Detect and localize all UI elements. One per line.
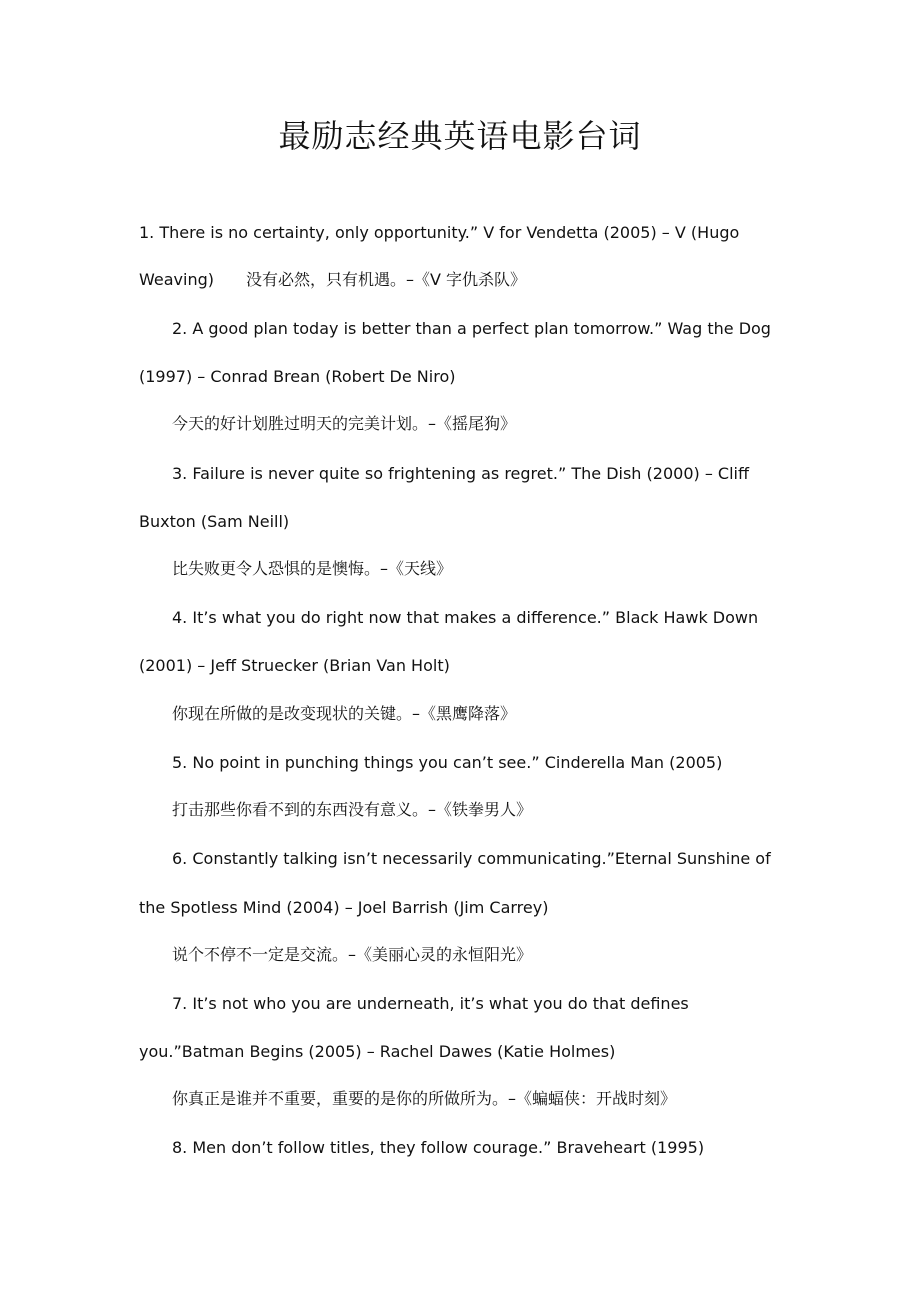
quote-3-english-line-1: 3. Failure is never quite so frightening as regret.” The Dish (2000) – Cliff	[172, 464, 749, 483]
quote-6-english-line-1: 6. Constantly talking isn’t necessarily communicating.”Eternal Sunshine of	[172, 849, 771, 868]
quote-1-chinese-translation: 没有必然，只有机遇。–《V 字仇杀队》	[245, 270, 527, 289]
quote-2-chinese-translation: 今天的好计划胜过明天的完美计划。–《摇尾狗》	[172, 414, 517, 433]
quote-7-english-line-2: you.”Batman Begins (2005) – Rachel Dawes (Katie Holmes)	[139, 1042, 616, 1061]
document-title: 最励志经典英语电影台词	[278, 117, 642, 155]
quote-7-chinese-translation: 你真正是谁并不重要，重要的是你的所做所为。–《蝙蝠侠：开战时刻》	[172, 1089, 677, 1108]
quote-2-english-line-1: 2. A good plan today is better than a perfect plan tomorrow.” Wag the Dog	[172, 319, 771, 338]
quote-7-english-line-1: 7. It’s not who you are underneath, it’s what you do that defines	[172, 994, 689, 1013]
quote-5-english-line: 5. No point in punching things you can’t see.” Cinderella Man (2005)	[172, 753, 723, 772]
quote-3-chinese-translation: 比失败更令人恐惧的是懊悔。–《天线》	[172, 559, 453, 578]
quote-4-chinese-translation: 你现在所做的是改变现状的关键。–《黑鹰降落》	[172, 704, 517, 723]
quote-6-english-line-2: the Spotless Mind (2004) – Joel Barrish (Jim Carrey)	[139, 898, 549, 917]
quote-2-english-line-2: (1997) – Conrad Brean (Robert De Niro)	[139, 367, 456, 386]
quote-3-english-line-2: Buxton (Sam Neill)	[139, 512, 290, 531]
quote-6-chinese-translation: 说个不停不一定是交流。–《美丽心灵的永恒阳光》	[172, 945, 533, 964]
quote-4-english-line-2: (2001) – Jeff Struecker (Brian Van Holt)	[139, 656, 450, 675]
quote-4-english-line-1: 4. It’s what you do right now that makes a difference.” Black Hawk Down	[172, 608, 759, 627]
quote-5-chinese-translation: 打击那些你看不到的东西没有意义。–《铁拳男人》	[172, 800, 533, 819]
quote-1-english-line-1: 1. There is no certainty, only opportunity.” V for Vendetta (2005) – V (Hugo	[139, 223, 740, 242]
quote-1-english-line-2-with-translation	[139, 268, 526, 292]
quote-8-english-line: 8. Men don’t follow titles, they follow courage.” Braveheart (1995)	[172, 1138, 705, 1157]
quote-1-english-line-2: Weaving)	[139, 270, 214, 289]
